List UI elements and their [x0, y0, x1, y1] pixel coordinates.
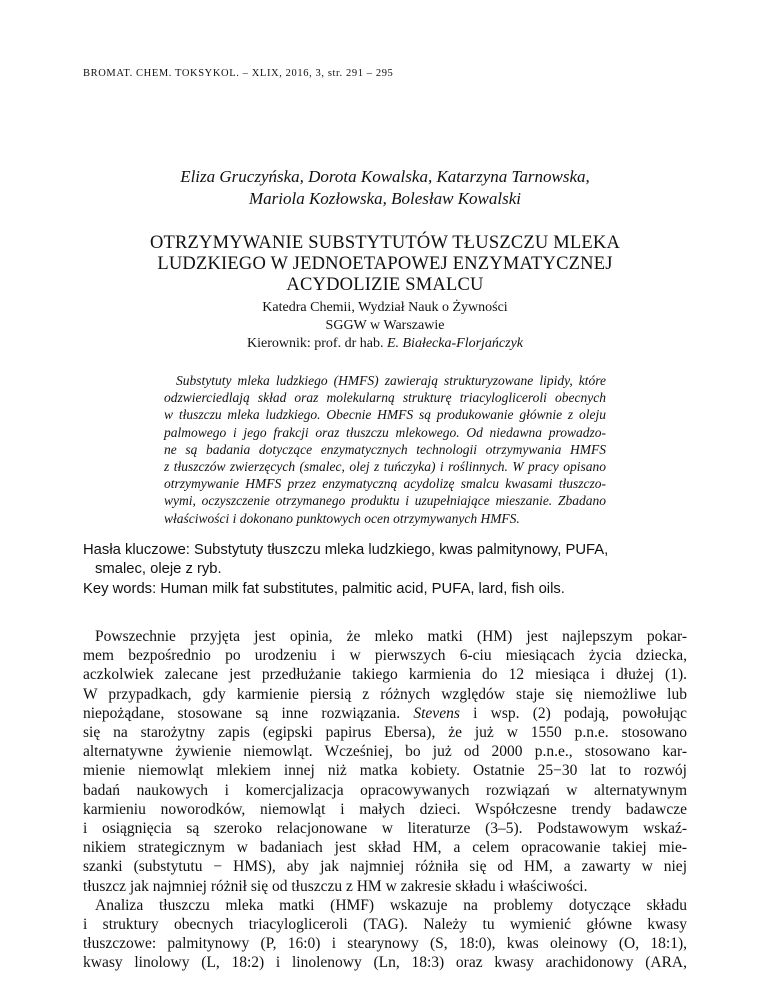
- paragraph-line: [83, 704, 687, 723]
- title-line: OTRZYMYWANIE SUBSTYTUTÓW TŁUSZCZU MLEKA: [149, 233, 621, 253]
- abstract-line: palmowego i jego frakcji oraz tłuszczu mlekowego. Od niedawna prowadzo-: [164, 424, 606, 440]
- abstract-line: otrzymywanie HMFS przez enzymatyczną acydolizę smalcu kwasami tłuszczo-: [164, 476, 606, 492]
- authors-line: Eliza Gruczyńska, Dorota Kowalska, Katarzyna Tarnowska,: [180, 167, 590, 186]
- paragraph-line: W przypadkach, gdy karmienie piersią z różnych względów staje się niemożliwe lub: [83, 685, 687, 703]
- text-run: i wsp. (2) podają, powołując: [459, 704, 687, 722]
- abstract: [164, 372, 606, 527]
- paragraph-line: i struktury obecnych triacylogliceroli (TAG). Należy tu wymienić główne kwasy: [83, 916, 687, 934]
- keywords-en: Key words: Human milk fat substitutes, palmitic acid, PUFA, lard, fish oils.: [83, 580, 565, 597]
- paragraph-line: Powszechnie przyjęta jest opinia, że mleko matki (HM) jest najlepszym pokar-: [95, 628, 687, 645]
- text-run: niepożądane, stosowane są inne rozwiązania.: [83, 704, 414, 722]
- abstract-line: z tłuszczów zwierzęcych (smalec, olej z tuńczyka) i roślinnych. W pracy opisano: [164, 459, 606, 475]
- body-text: [83, 627, 687, 973]
- abstract-line: ne są badania dotyczące enzymatycznych technologii otrzymywania HMFS: [164, 441, 606, 457]
- affiliation-line: Katedra Chemii, Wydział Nauk o Żywności: [262, 300, 508, 315]
- title-line: LUDZKIEGO W JEDNOETAPOWEJ ENZYMATYCZNEJ: [157, 254, 613, 274]
- paragraph-line: aczkolwiek zalecane jest przedłużanie takiego karmienia do 12 miesiąca i dłużej (1).: [83, 666, 687, 684]
- abstract-line: w tłuszczu mleka ludzkiego. Obecnie HMFS są produkowanie głównie z oleju: [164, 407, 606, 423]
- author-reference: Stevens: [413, 704, 460, 722]
- abstract-line: Substytuty mleka ludzkiego (HMFS) zawierają strukturyzowane lipidy, które: [176, 373, 606, 388]
- paragraph-line: mienie niemowląt mlekiem innej niż matka kobiety. Ostatnie 25−30 lat to rozwój: [83, 762, 687, 780]
- affiliation-block: [83, 299, 687, 353]
- keywords-block: [83, 541, 608, 599]
- paragraph-line: badań naukowych i komercjalizacja opracowywanych rozwiązań w alternatywnym: [83, 781, 687, 799]
- keywords-pl: Hasła kluczowe: Substytuty tłuszczu mleka ludzkiego, kwas palmitynowy, PUFA,: [83, 542, 609, 558]
- paragraph-line: alternatywne żywienie niemowląt. Wcześniej, bo już od 2000 p.n.e., stosowano kar-: [83, 743, 687, 761]
- department-head-name: E. Białecka-Florjańczyk: [386, 336, 524, 351]
- paragraph-line: kwasy linolowy (L, 18:2) i linolenowy (Ln, 18:3) oraz kwasy arachidonowy (ARA,: [83, 954, 687, 972]
- paragraph-line: Analiza tłuszczu mleka matki (HMF) wskazuje na problemy dotyczące składu: [95, 896, 687, 914]
- authors-block: [83, 166, 687, 210]
- paragraph-line: tłuszcz jak najmniej różnił się od tłuszczu z HM w zakresie składu i właściwości.: [83, 877, 588, 895]
- paragraph-line: się na starożytny zapis (egipski papirus Ebersa), że już w 1550 p.n.e. stosowano: [83, 724, 687, 742]
- abstract-line: wymi, oczyszczenie otrzymanego produktu i uzupełniające mieszanie. Zbadano: [164, 493, 606, 509]
- authors-line: Mariola Kozłowska, Bolesław Kowalski: [248, 189, 522, 208]
- paragraph-line: tłuszczowe: palmitynowy (P, 16:0) i stearynowy (S, 18:0), kwas oleinowy (O, 18:1),: [83, 935, 687, 953]
- paragraph-line: karmieniu noworodków, niemowląt i małych dzieci. Współczesne trendy badawcze: [83, 800, 687, 818]
- paragraph-line: szanki (substytutu − HMS), aby jak najmniej różniła się od HM, a zawarty w niej: [83, 858, 687, 876]
- department-head: [83, 335, 687, 353]
- abstract-line: odzwierciedlają skład oraz molekularną strukturę triacylogliceroli obecnych: [164, 390, 606, 406]
- running-head: BROMAT. CHEM. TOKSYKOL. – XLIX, 2016, 3, str. 291 – 295: [83, 68, 394, 79]
- abstract-line: właściwości i dokonano punktowych ocen otrzymywanych HMFS.: [164, 510, 520, 526]
- affiliation-line: SGGW w Warszawie: [325, 318, 445, 333]
- paragraph-line: nikiem strategicznym w badaniach jest skład HM, a celem opracowanie takiej mie-: [83, 839, 687, 857]
- paragraph-line: mem bezpośrednio po urodzeniu i w pierwszych 6-ciu miesiącach życia dziecka,: [83, 647, 687, 665]
- article-title: [83, 233, 687, 296]
- keywords-pl-continued: smalec, oleje z ryb.: [95, 561, 222, 578]
- department-head-label: Kierownik: prof. dr hab.: [246, 336, 387, 351]
- title-line: ACYDOLIZIE SMALCU: [286, 275, 484, 295]
- paragraph-line: i osiągnięcia są szeroko relacjonowane w literaturze (3–5). Podstawowym wskaź-: [83, 820, 687, 838]
